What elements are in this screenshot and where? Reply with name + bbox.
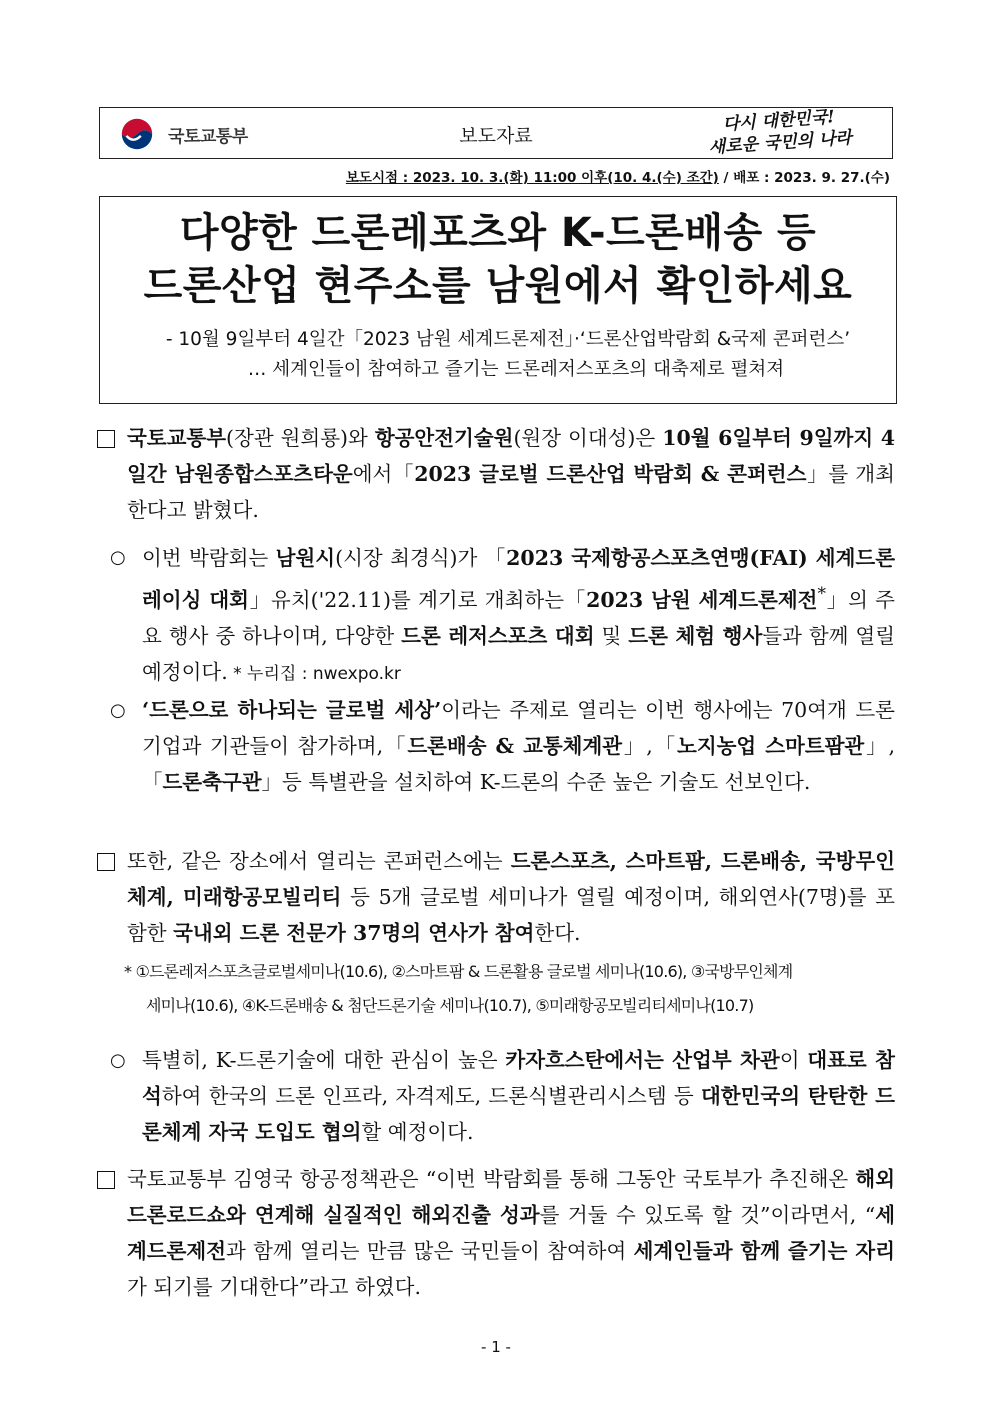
circle-bullet-icon: ○ [110,547,126,568]
slogan-line-2: 새로운 국민의 나라 [708,128,853,158]
text: 이 [779,1048,808,1072]
text-bold: 2023 남원 세계드론제전 [586,587,818,612]
text: (원장 이대성)은 [513,426,663,450]
text: 」,「 [142,734,895,794]
seminar-note-line-2: 세미나(10.6), ④K-드론배송 & 첨단드론기술 세미나(10.7), ⑤미래항공모빌리티세미나(10.7) [146,996,754,1015]
subheadline-line-1: - 10월 9일부터 4일간「2023 남원 세계드론제전」·‘드론산업박람회 &국제 콘퍼런스’ [165,329,851,350]
headline-line-2: 드론산업 현주소를 남원에서 확인하세요 [143,263,853,309]
circle-bullet-icon: ○ [110,1050,126,1071]
text-bold: 국내외 드론 전문가 37명의 연사가 참여 [173,921,535,945]
paragraph-2 [142,540,895,692]
text: (시장 최경식)가 「 [335,546,507,570]
page-number: - 1 - [481,1338,511,1356]
circle-bullet-icon: ○ [110,700,126,721]
document-type: 보도자료 [459,125,533,147]
headline-line-1: 다양한 드론레포츠와 K-드론배송 등 [179,210,817,256]
text-bold: 남원종합스포츠타운 [174,462,353,486]
text: 과 함께 열리는 만큼 많은 국민들이 참여하여 [226,1239,634,1263]
subheadline [100,325,896,385]
distribution-date: / 배포 : 2023. 9. 27.(수) [718,170,890,186]
text-bold: 10월 6일부터 9일까지 4일간 [127,426,895,486]
text: 」의 주요 행사 중 하나이며, 다양한 [142,587,895,648]
text: 에서「 [352,462,415,486]
text: 국토교통부 김영국 항공정책관은 “이번 박람회를 통해 그동안 국토부가 추진해온 [127,1167,856,1191]
text-bold: 세계드론제전 [127,1203,896,1263]
text: 등 5개 글로벌 세미나가 열릴 예정이며, 해외연사(7명)를 포함한 [127,885,895,945]
text: 를 거둘 수 있도록 할 것”이라면서, “ [539,1203,876,1227]
press-header [99,107,893,159]
text: 이번 박람회는 [142,546,276,570]
slogan-handwritten [686,104,874,161]
square-bullet-icon [97,853,115,871]
paragraph-3 [142,692,895,800]
text: 한다. [534,921,581,945]
headline [100,207,896,313]
paragraph-5 [142,1042,895,1150]
seminar-note [124,955,792,1023]
text: 」등 특별관을 설치하여 K-드론의 수준 높은 기술도 선보인다. [261,770,811,794]
text: (장관 원희룡)와 [226,426,375,450]
text: 특별히, K-드론기술에 대한 관심이 높은 [142,1048,506,1072]
text-bold: 대표로 참석 [142,1048,895,1108]
text: 할 예정이다. [361,1120,474,1144]
text-bold: 세계인들과 함께 즐기는 자리 [633,1239,895,1263]
website-note: * 누리집 : nwexpo.kr [227,663,401,684]
text: 이라는 주제로 열리는 이번 행사에는 70여개 드론 기업과 기관들이 참가하며,「 [142,698,895,758]
text-bold: 대한민국의 탄탄한 드론체계 자국 도입도 협의 [142,1084,895,1144]
text-bold: 드론축구관 [162,770,262,794]
text-bold: 드론 레저스포츠 대회 [401,623,595,648]
text-bold: 드론스포츠, 스마트팜, 드론배송, 국방무인체계, 미래항공모빌리티 [127,849,895,909]
text-bold: 카자흐스탄에서는 산업부 차관 [505,1048,780,1072]
square-bullet-icon [97,1171,115,1189]
text-bold: 드론배송 & 교통체계관 [407,734,623,758]
seminar-note-line-1: * ①드론레저스포츠글로벌세미나(10.6), ②스마트팜 & 드론활용 글로벌 세미나(10.6), ③국방무인체계 [124,962,793,981]
text: 하여 한국의 드론 인프라, 자격제도, 드론식별관리시스템 등 [161,1084,701,1108]
footnote-marker: * [817,584,826,604]
text-bold: 드론 체험 행사 [628,623,763,648]
text: 」를 개최한다고 밝혔다. [127,462,895,522]
text: 」,「 [622,734,678,758]
text-bold: 항공안전기술원 [374,426,514,450]
text-bold: 국토교통부 [127,426,227,450]
paragraph-4 [127,843,895,951]
ministry-name: 국토교통부 [168,127,248,147]
text-bold: 해외 드론로드쇼와 연계해 실질적인 해외진출 성과 [127,1167,895,1227]
release-info [346,166,890,186]
embargo-time: 보도시점 : 2023. 10. 3.(화) 11:00 이후(10. 4.(수) 조간) [345,170,719,186]
paragraph-6 [127,1161,895,1305]
text-bold: ‘드론으로 하나되는 글로벌 세상’ [142,698,442,722]
paragraph-1 [127,420,895,528]
text-bold: 노지농업 스마트팜관 [677,734,865,758]
slogan-line-1: 다시 대한민국! [722,107,836,135]
text: 및 [594,623,629,648]
text: 」유치('22.11)를 계기로 개최하는「 [248,587,587,612]
text-bold: 2023 글로벌 드론산업 박람회 & 콘퍼런스 [414,462,807,486]
text-bold: 남원시 [275,546,336,570]
title-box [99,196,897,404]
text: 들과 함께 열릴 예정이다. [142,623,896,684]
text: 가 되기를 기대한다”라고 하였다. [127,1275,421,1299]
text: 또한, 같은 장소에서 열리는 콘퍼런스에는 [127,849,511,873]
square-bullet-icon [97,430,115,448]
text-bold: 2023 국제항공스포츠연맹(FAI) 세계드론레이싱 대회 [142,546,895,612]
subheadline-line-2: … 세계인들이 참여하고 즐기는 드론레저스포츠의 대축제로 펼쳐져 [247,359,785,380]
